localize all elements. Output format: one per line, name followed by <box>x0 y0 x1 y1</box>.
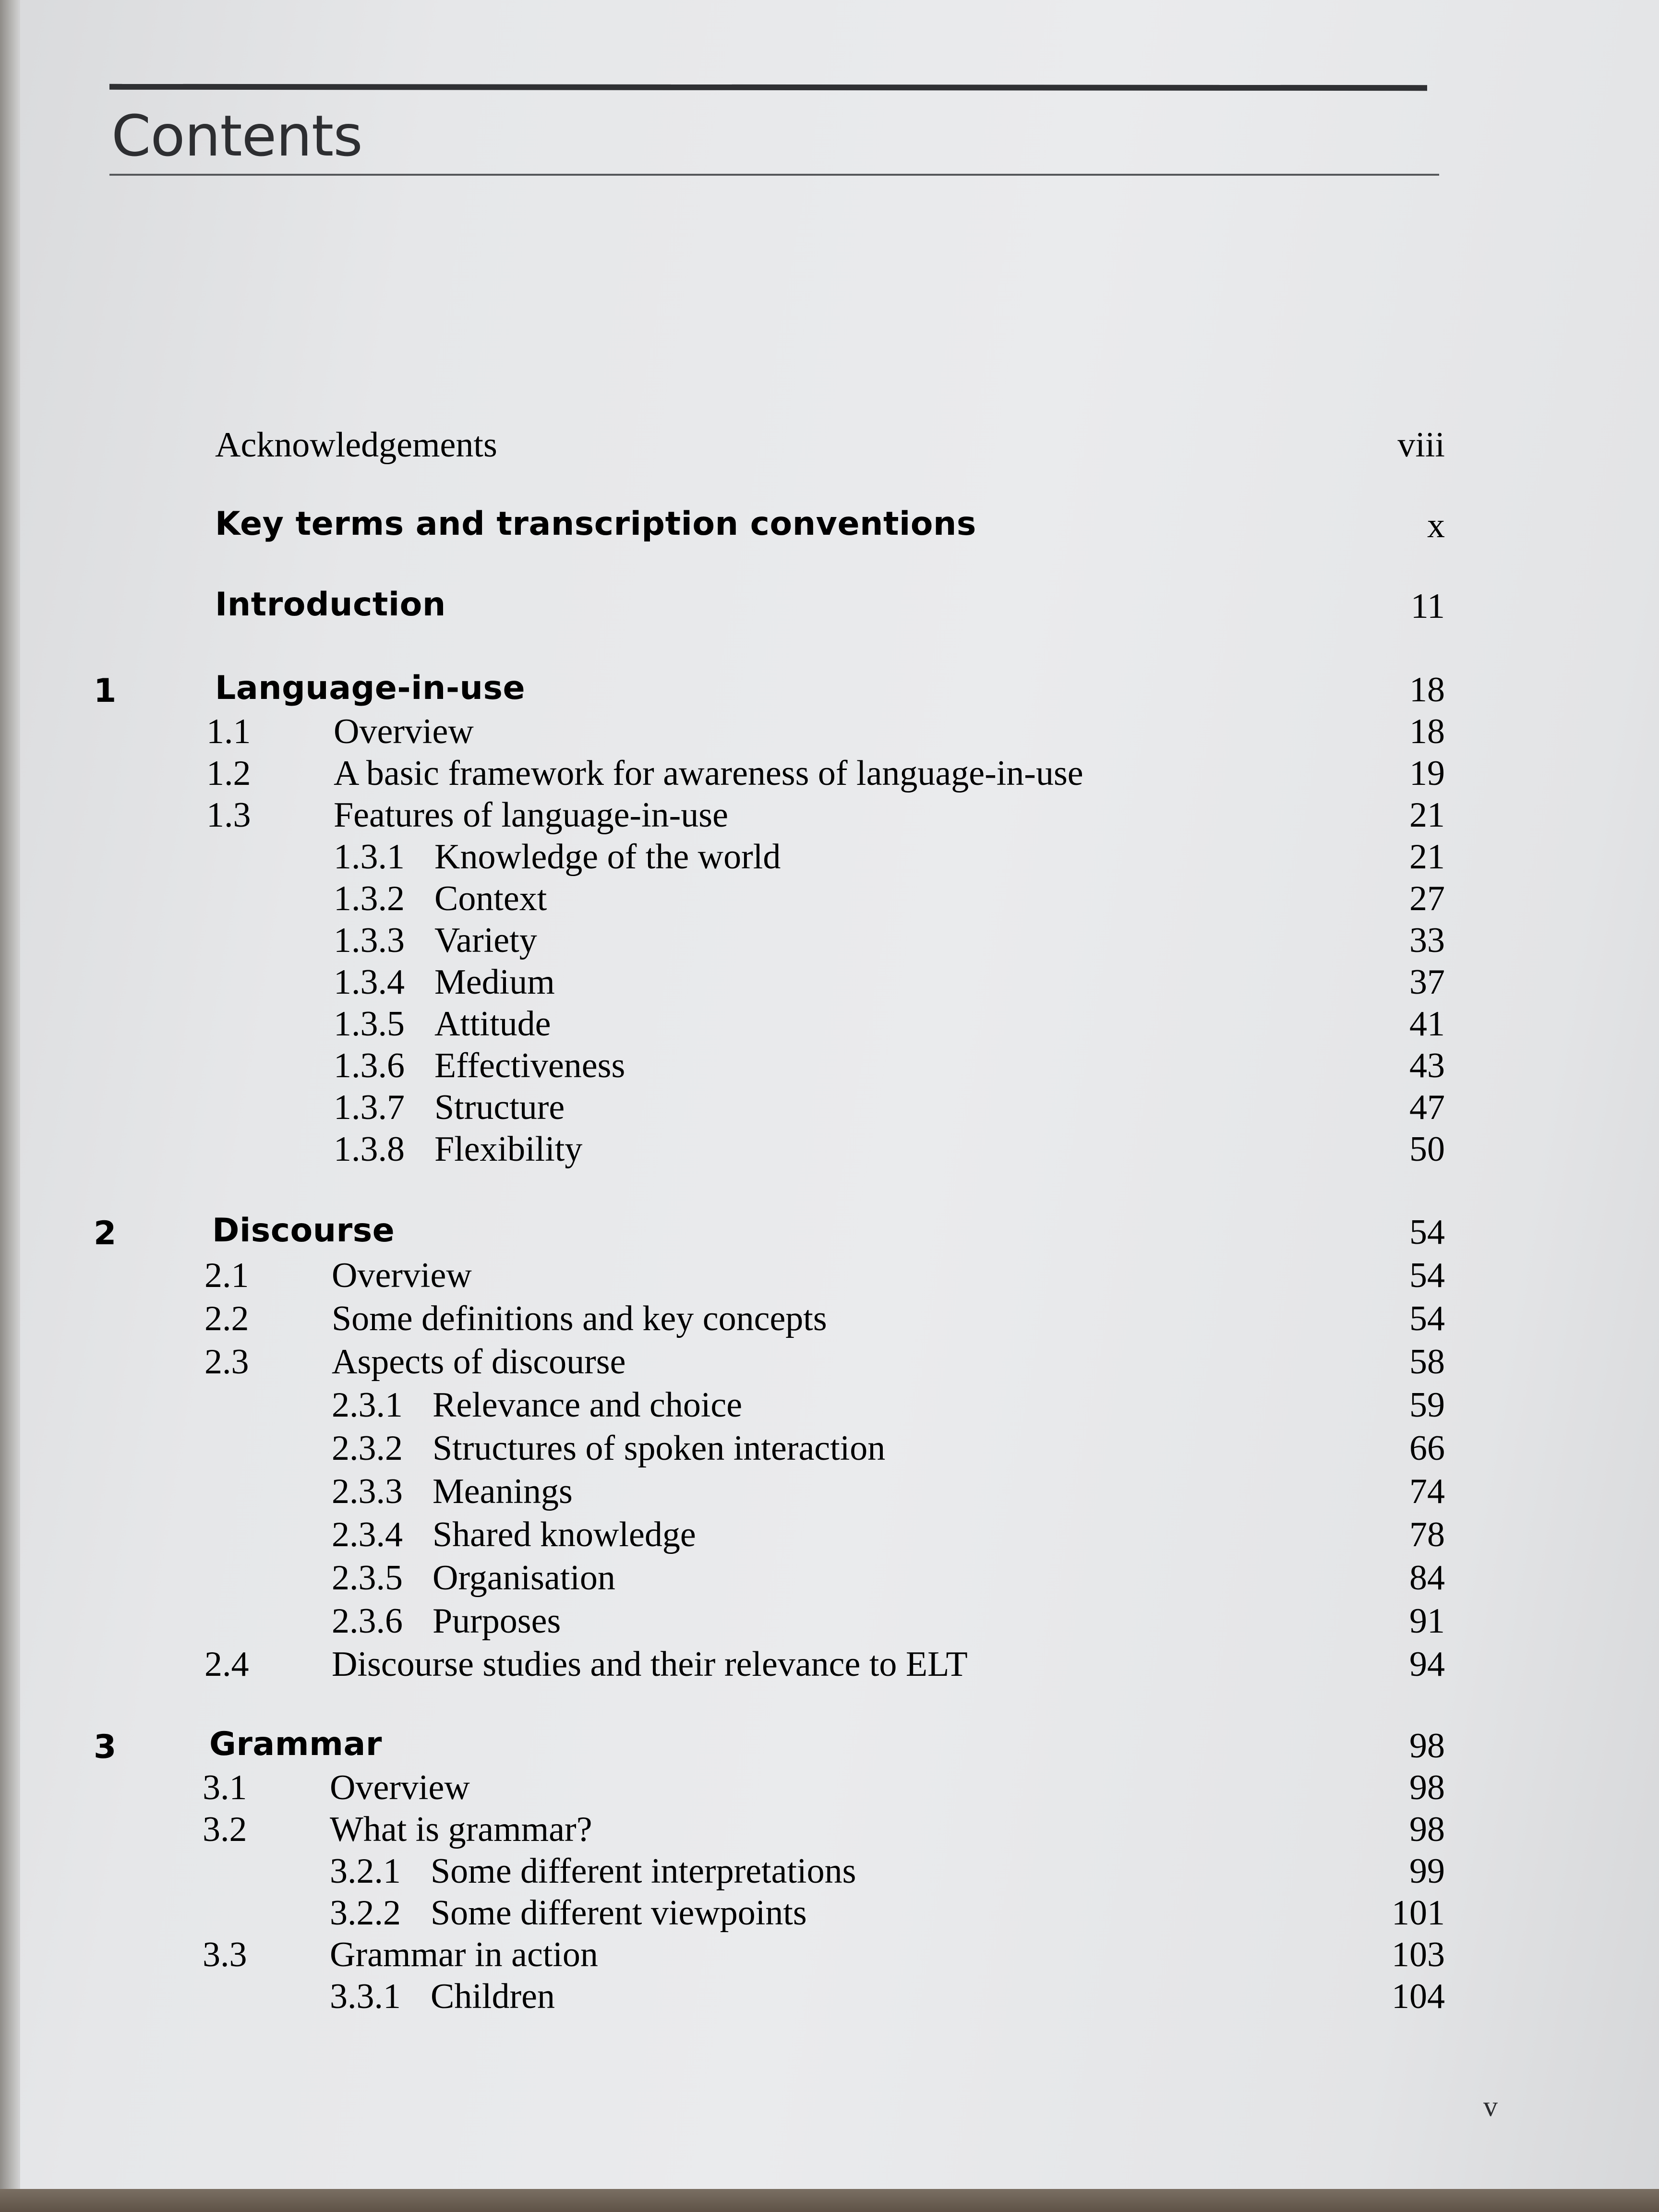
subsection-title[interactable]: Organisation <box>433 1558 615 1598</box>
subsection-number: 1.3.1 <box>334 837 405 877</box>
subsection-title[interactable]: Relevance and choice <box>433 1385 743 1425</box>
section-page: 47 <box>1409 1088 1445 1127</box>
section-page: 99 <box>1409 1851 1445 1891</box>
chapter-title[interactable]: Grammar <box>209 1725 382 1763</box>
section-title[interactable]: Discourse studies and their relevance to ELT <box>332 1645 968 1684</box>
subsection-number: 1.3.3 <box>334 921 405 960</box>
chapter-page: 98 <box>1409 1726 1445 1766</box>
section-page: 59 <box>1409 1385 1445 1425</box>
section-page: 58 <box>1409 1342 1445 1382</box>
subsection-number: 1.3.5 <box>334 1004 405 1044</box>
section-title[interactable]: Overview <box>334 712 474 751</box>
subsection-number: 2.3.4 <box>332 1515 403 1554</box>
section-number: 1.3 <box>206 795 251 835</box>
section-title[interactable]: Overview <box>332 1256 472 1295</box>
section-page: 41 <box>1409 1004 1445 1044</box>
chapter-page: 18 <box>1409 670 1445 709</box>
subsection-title[interactable]: Structures of spoken interaction <box>433 1429 886 1468</box>
section-number: 3.1 <box>203 1768 247 1807</box>
section-page: 54 <box>1409 1256 1445 1295</box>
subsection-number: 3.2.2 <box>330 1893 401 1933</box>
header-rule-top <box>109 84 1427 91</box>
section-page: 18 <box>1409 712 1445 751</box>
chapter-page: 54 <box>1409 1213 1445 1252</box>
page-folio: v <box>1483 2091 1498 2122</box>
book-spine-shadow <box>0 0 20 2189</box>
subsection-title[interactable]: Attitude <box>434 1004 551 1044</box>
subsection-title[interactable]: Flexibility <box>434 1130 583 1169</box>
section-title[interactable]: A basic framework for awareness of language-in-use <box>334 754 1083 793</box>
section-number: 1.1 <box>206 712 251 751</box>
section-page: 50 <box>1409 1130 1445 1169</box>
subsection-title[interactable]: Medium <box>434 962 555 1002</box>
section-page: 101 <box>1392 1893 1445 1933</box>
subsection-number: 1.3.8 <box>334 1130 405 1169</box>
front-matter-page: x <box>1427 506 1445 545</box>
front-matter-title[interactable]: Introduction <box>215 586 446 624</box>
chapter-number: 2 <box>94 1214 117 1252</box>
section-page: 98 <box>1409 1768 1445 1807</box>
subsection-title[interactable]: Meanings <box>433 1472 573 1511</box>
subsection-title[interactable]: Knowledge of the world <box>434 837 781 877</box>
section-number: 3.2 <box>203 1810 247 1849</box>
section-title[interactable]: Grammar in action <box>330 1935 598 1974</box>
section-page: 43 <box>1409 1046 1445 1085</box>
chapter-title[interactable]: Discourse <box>212 1212 395 1250</box>
chapter-number: 3 <box>94 1728 117 1766</box>
front-matter-title[interactable]: Key terms and transcription conventions <box>215 505 976 543</box>
subsection-title[interactable]: Purposes <box>433 1601 561 1641</box>
section-page: 74 <box>1409 1472 1445 1511</box>
subsection-title[interactable]: Shared knowledge <box>433 1515 696 1554</box>
subsection-title[interactable]: Variety <box>434 921 537 960</box>
section-page: 103 <box>1392 1935 1445 1974</box>
subsection-title[interactable]: Effectiveness <box>434 1046 625 1085</box>
subsection-title[interactable]: Context <box>434 879 547 918</box>
section-page: 98 <box>1409 1810 1445 1849</box>
subsection-number: 3.2.1 <box>330 1851 401 1891</box>
subsection-number: 1.3.4 <box>334 962 405 1002</box>
header-rule-bottom <box>109 174 1439 176</box>
section-page: 54 <box>1409 1299 1445 1338</box>
section-number: 2.2 <box>204 1299 249 1338</box>
section-page: 84 <box>1409 1558 1445 1598</box>
section-page: 33 <box>1409 921 1445 960</box>
subsection-number: 1.3.6 <box>334 1046 405 1085</box>
subsection-title[interactable]: Children <box>431 1977 555 2016</box>
front-matter-title[interactable]: Acknowledgements <box>215 425 497 465</box>
subsection-title[interactable]: Some different viewpoints <box>431 1893 807 1933</box>
page-title: Contents <box>111 103 362 169</box>
section-title[interactable]: Some definitions and key concepts <box>332 1299 827 1338</box>
section-page: 94 <box>1409 1645 1445 1684</box>
subsection-number: 2.3.2 <box>332 1429 403 1468</box>
table-surface <box>0 2189 1659 2212</box>
section-page: 91 <box>1409 1601 1445 1641</box>
subsection-number: 2.3.6 <box>332 1601 403 1641</box>
section-title[interactable]: Aspects of discourse <box>332 1342 626 1382</box>
subsection-title[interactable]: Some different interpretations <box>431 1851 856 1891</box>
subsection-number: 2.3.5 <box>332 1558 403 1598</box>
section-number: 2.4 <box>204 1645 249 1684</box>
section-page: 104 <box>1392 1977 1445 2016</box>
subsection-number: 3.3.1 <box>330 1977 401 2016</box>
section-number: 2.1 <box>204 1256 249 1295</box>
section-number: 3.3 <box>203 1935 247 1974</box>
subsection-title[interactable]: Structure <box>434 1088 565 1127</box>
front-matter-page: 11 <box>1410 587 1445 626</box>
section-title[interactable]: Overview <box>330 1768 470 1807</box>
section-title[interactable]: What is grammar? <box>330 1810 592 1849</box>
section-number: 2.3 <box>204 1342 249 1382</box>
subsection-number: 1.3.2 <box>334 879 405 918</box>
subsection-number: 2.3.1 <box>332 1385 403 1425</box>
section-page: 37 <box>1409 962 1445 1002</box>
section-number: 1.2 <box>206 754 251 793</box>
section-page: 19 <box>1409 754 1445 793</box>
chapter-title[interactable]: Language-in-use <box>215 669 526 707</box>
section-page: 78 <box>1409 1515 1445 1554</box>
front-matter-page: viii <box>1397 425 1445 465</box>
section-page: 66 <box>1409 1429 1445 1468</box>
subsection-number: 2.3.3 <box>332 1472 403 1511</box>
section-title[interactable]: Features of language-in-use <box>334 795 728 835</box>
section-page: 21 <box>1409 837 1445 877</box>
subsection-number: 1.3.7 <box>334 1088 405 1127</box>
section-page: 21 <box>1409 795 1445 835</box>
chapter-number: 1 <box>94 672 117 710</box>
section-page: 27 <box>1409 879 1445 918</box>
